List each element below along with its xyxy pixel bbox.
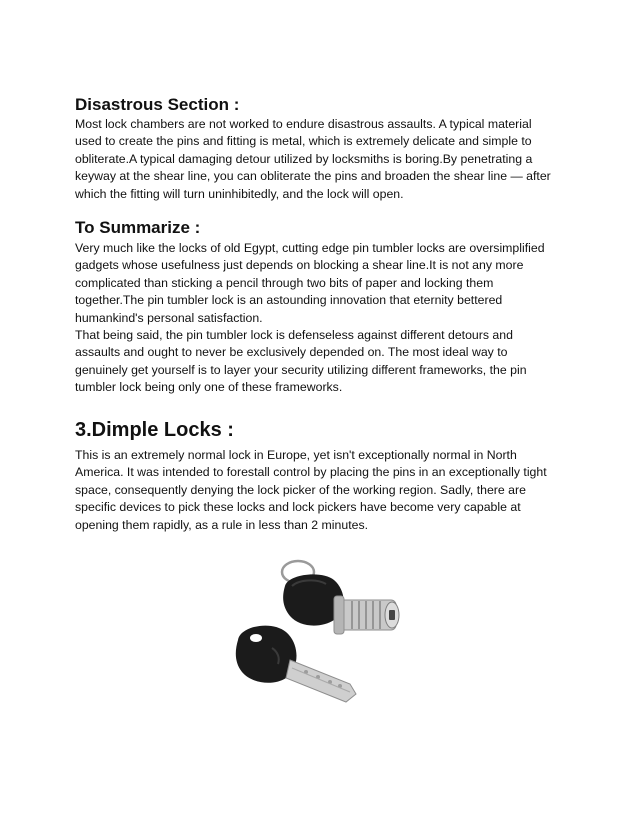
section-body-summarize: Very much like the locks of old Egypt, cutting edge pin tumbler locks are oversimplified gadgets whose usefulness just depends on blocking a shear line.It is not any more complicated than sticking a pencil through two bits of paper and locking them together.The pin tumbler lock is an astounding innovation that eternity bettered humankind's personal satisfaction. That being said, the pin tumbler lock is defenseless against different detours and assaults and ought to never be exclusively depended on. The most ideal way to genuinely get yourself is to layer your security utilizing different frameworks, the pin tumbler lock being only one of these frameworks.: [75, 241, 545, 395]
section-body-dimple-locks: This is an extremely normal lock in Europe, yet isn't exceptionally normal in North America. It was intended to forestall control by placing the pins in an exceptionally tight space, consequently denying the lock picker of the working region. Sadly, there are specific devices to pick these locks and lock pickers have become very capable at opening them rapidly, as a rule in less than 2 minutes.: [75, 448, 547, 532]
section-title-summarize: To Summarize :: [75, 218, 201, 237]
section-title-disastrous: Disastrous Section :: [75, 95, 240, 114]
section-title-dimple-locks: 3.Dimple Locks :: [75, 419, 234, 441]
section-body-disastrous: Most lock chambers are not worked to endure disastrous assaults. A typical material used to create the pins and fitting is metal, which is extremely delicate and simple to obliterate.A typical damaging detour utilized by locksmiths is boring.By penetrating a keyway at the shear line, you can obliterate the pins and broaden the shear line — after which the fitting will turn uninhibitedly, and the lock will open.: [75, 117, 551, 201]
dimple-lock-keys-image: [230, 556, 410, 716]
